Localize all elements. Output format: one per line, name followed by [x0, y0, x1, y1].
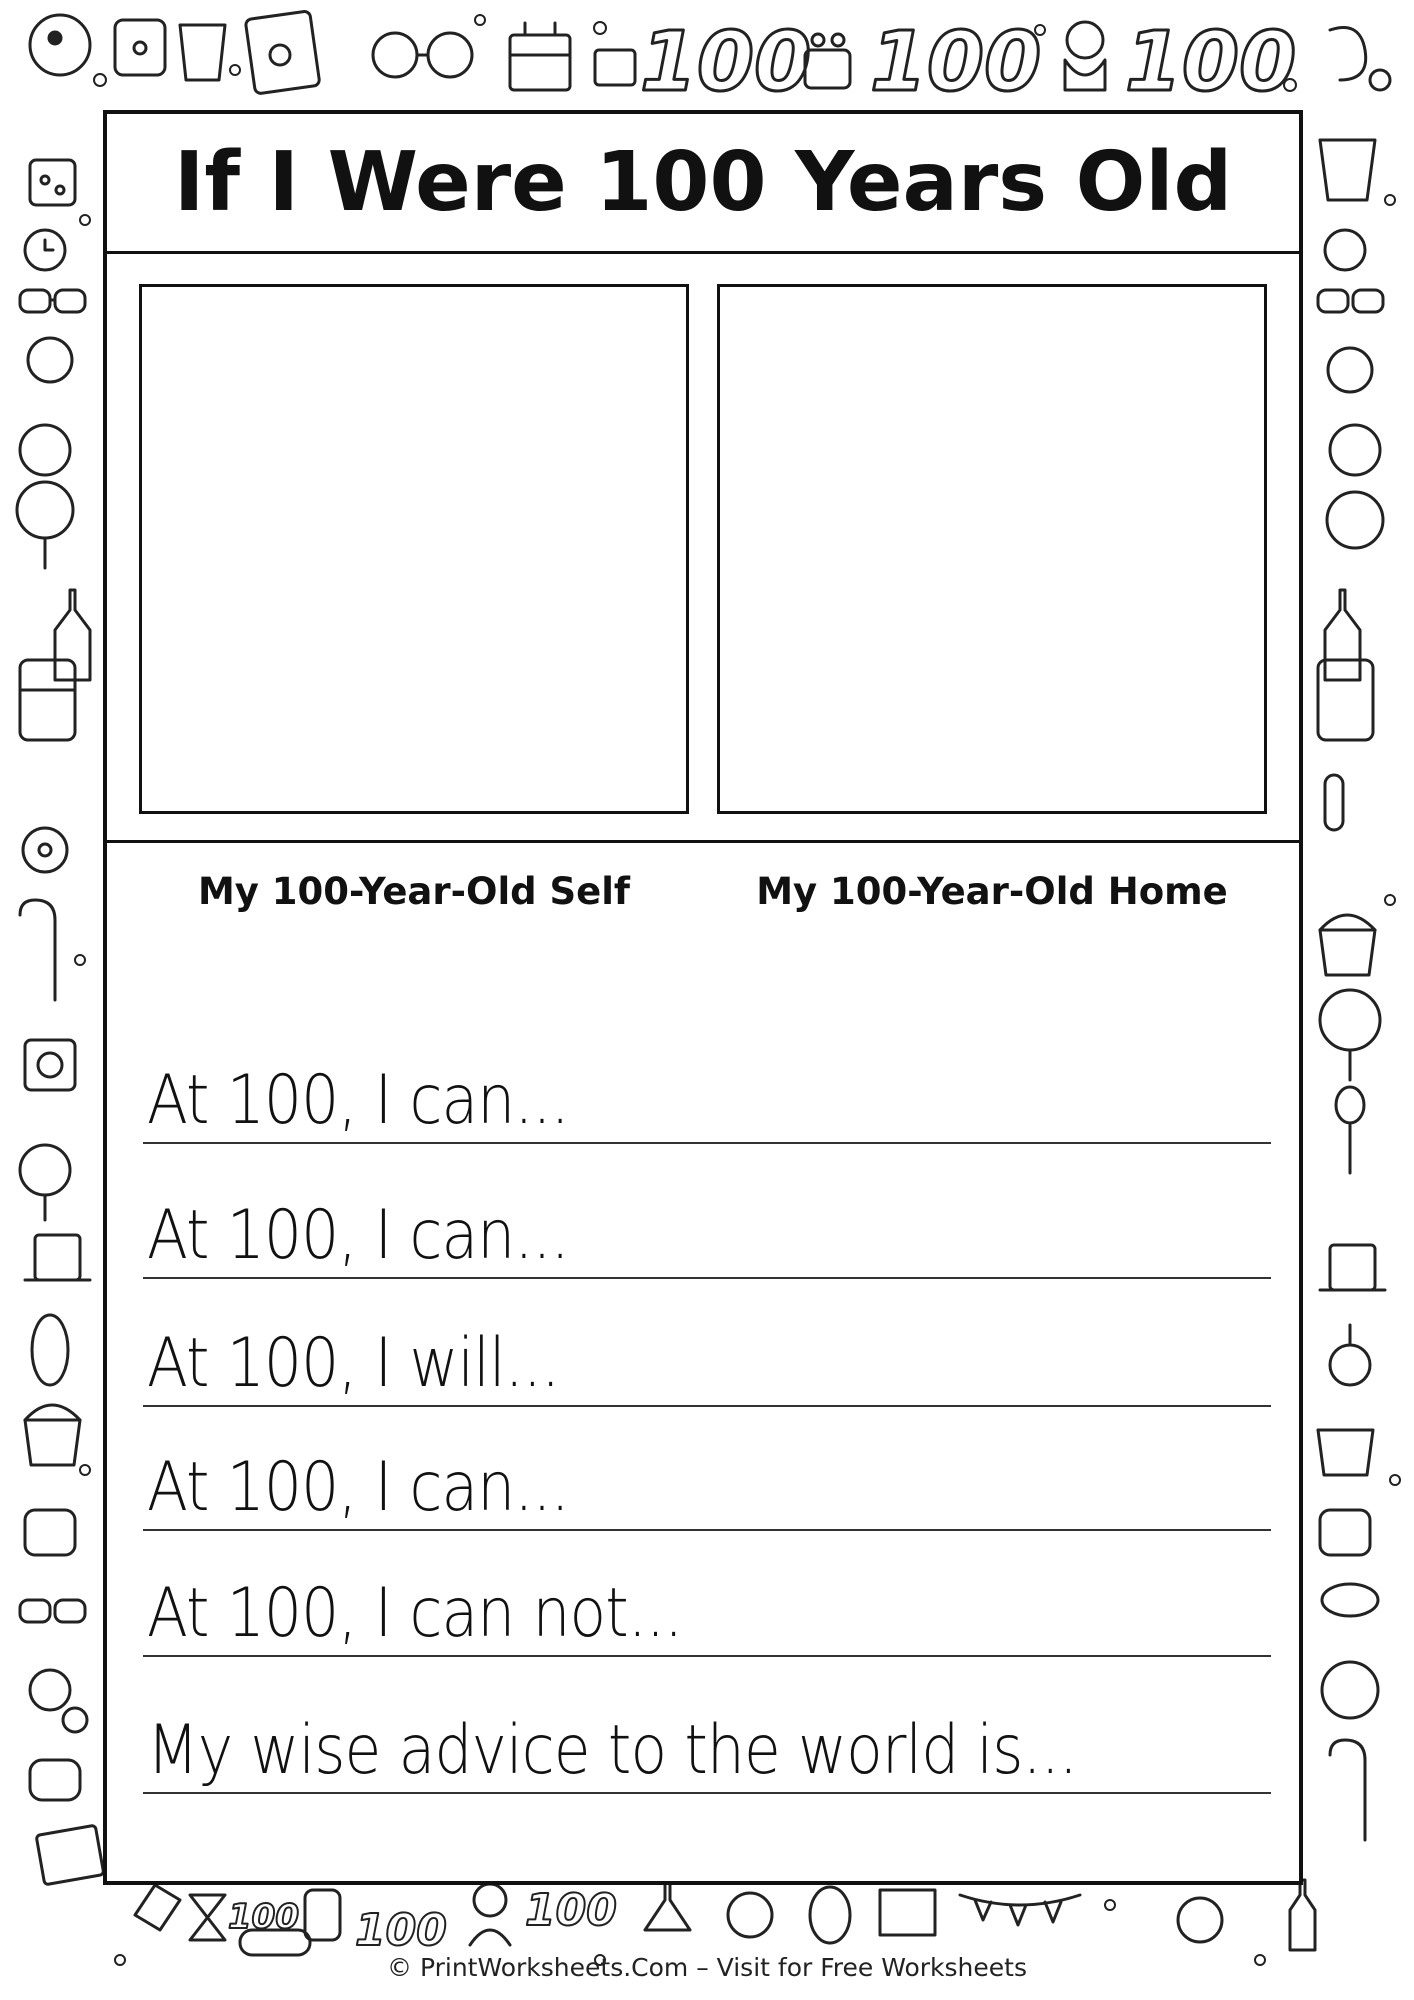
toast-right-icon — [1320, 1510, 1370, 1555]
potion-right-icon — [1330, 1325, 1370, 1385]
prompt-2: At 100, I can... — [147, 1196, 569, 1275]
border-number-2: 100 — [870, 15, 1042, 110]
gift-doodle-icon — [595, 50, 635, 85]
balloon-right-2-icon — [1322, 1662, 1378, 1718]
hourglass-bottom-icon — [190, 1895, 225, 1940]
balloons-right-icon — [1327, 348, 1383, 548]
border-number-6: 100 — [525, 1885, 617, 1936]
jar-bottom-icon — [305, 1890, 340, 1940]
title-bar — [107, 114, 1299, 254]
book-doodle-icon — [245, 11, 320, 94]
writing-line-4[interactable] — [143, 1431, 1271, 1531]
dog-left-icon — [30, 1670, 87, 1732]
house-bottom-icon — [880, 1890, 935, 1935]
bottle-left-icon — [55, 590, 90, 680]
prompt-5: At 100, I can not... — [147, 1574, 683, 1653]
pot-doodle-icon — [30, 160, 75, 205]
candle-bottom-icon — [135, 1885, 180, 1930]
old-man-doodle-icon — [1065, 22, 1105, 90]
writing-line-6[interactable] — [143, 1694, 1271, 1794]
balloon-right-icon — [1320, 990, 1380, 1080]
prompt-6: My wise advice to the world is... — [147, 1711, 1078, 1790]
cup-doodle-icon — [180, 25, 225, 80]
prompt-3: At 100, I will... — [147, 1324, 560, 1403]
footer-credit: © PrintWorksheets.Com – Visit for Free Worksheets — [387, 1953, 1027, 1982]
drawing-box-home[interactable] — [717, 284, 1267, 814]
jar-left-icon — [20, 660, 75, 740]
cane-right-icon — [1330, 1740, 1365, 1840]
eyeball-doodle-icon — [30, 15, 90, 75]
caption-self: My 100-Year-Old Self — [197, 870, 631, 913]
border-number-1: 100 — [640, 15, 812, 110]
section-divider — [107, 840, 1299, 843]
ornament-bottom-icon — [1178, 1898, 1222, 1942]
lantern-bottom-icon — [810, 1887, 850, 1943]
prompt-1: At 100, I can... — [147, 1061, 569, 1140]
cup-right-icon — [1320, 140, 1375, 200]
jar-doodle-icon — [115, 20, 165, 75]
balloon-left-icon — [20, 1145, 70, 1220]
writing-line-2[interactable] — [143, 1179, 1271, 1279]
bunting-bottom-icon — [960, 1895, 1080, 1925]
sunglasses-right-icon — [1318, 290, 1383, 312]
hat-right-2-icon — [1322, 1584, 1378, 1616]
prompt-4: At 100, I can... — [147, 1448, 569, 1527]
clock-right-icon — [1325, 230, 1365, 270]
grandpa-bottom-icon — [470, 1884, 510, 1945]
spoon-right-icon — [1336, 1087, 1364, 1173]
border-number-4: 100 — [228, 1897, 299, 1937]
cookie-bottom-icon — [728, 1893, 772, 1937]
drawing-box-self[interactable] — [139, 284, 689, 814]
cane-left-icon — [20, 900, 55, 1000]
writing-line-5[interactable] — [143, 1557, 1271, 1657]
hat-left-icon — [25, 1235, 90, 1280]
pill-right-icon — [1325, 775, 1343, 830]
cupcake-right-2-icon — [1318, 1430, 1373, 1475]
sunglasses-left-icon — [20, 290, 85, 312]
flask-bottom-icon — [645, 1885, 690, 1930]
swirl-doodle-icon — [1330, 28, 1390, 91]
cupcake-right-icon — [1320, 915, 1375, 975]
border-number-3: 100 — [1125, 15, 1297, 110]
cupcake-left-icon — [25, 1405, 80, 1465]
balloons-left-icon — [17, 338, 73, 568]
flower-left-icon — [23, 828, 67, 872]
bottle-right-icon — [1325, 590, 1360, 680]
toast-left-icon — [25, 1510, 75, 1555]
worksheet-title: If I Were 100 Years Old — [173, 135, 1233, 230]
box-left-icon — [36, 1825, 104, 1885]
robot-doodle-icon — [805, 34, 850, 88]
border-number-5: 100 — [355, 1905, 447, 1956]
bottle-bottom-icon — [1290, 1880, 1315, 1950]
writing-line-3[interactable] — [143, 1307, 1271, 1407]
glasses-doodle-icon — [373, 33, 472, 77]
clock-doodle-icon — [25, 230, 65, 270]
caption-home: My 100-Year-Old Home — [756, 870, 1228, 913]
cake-doodle-icon — [510, 23, 570, 90]
corn-left-icon — [32, 1315, 68, 1385]
radio-left-icon — [25, 1040, 75, 1090]
teeth-left-icon — [30, 1760, 80, 1800]
worksheet-frame — [103, 110, 1303, 1885]
writing-line-1[interactable] — [143, 1044, 1271, 1144]
glasses-left-2-icon — [20, 1600, 85, 1622]
hat-right-icon — [1320, 1245, 1385, 1290]
